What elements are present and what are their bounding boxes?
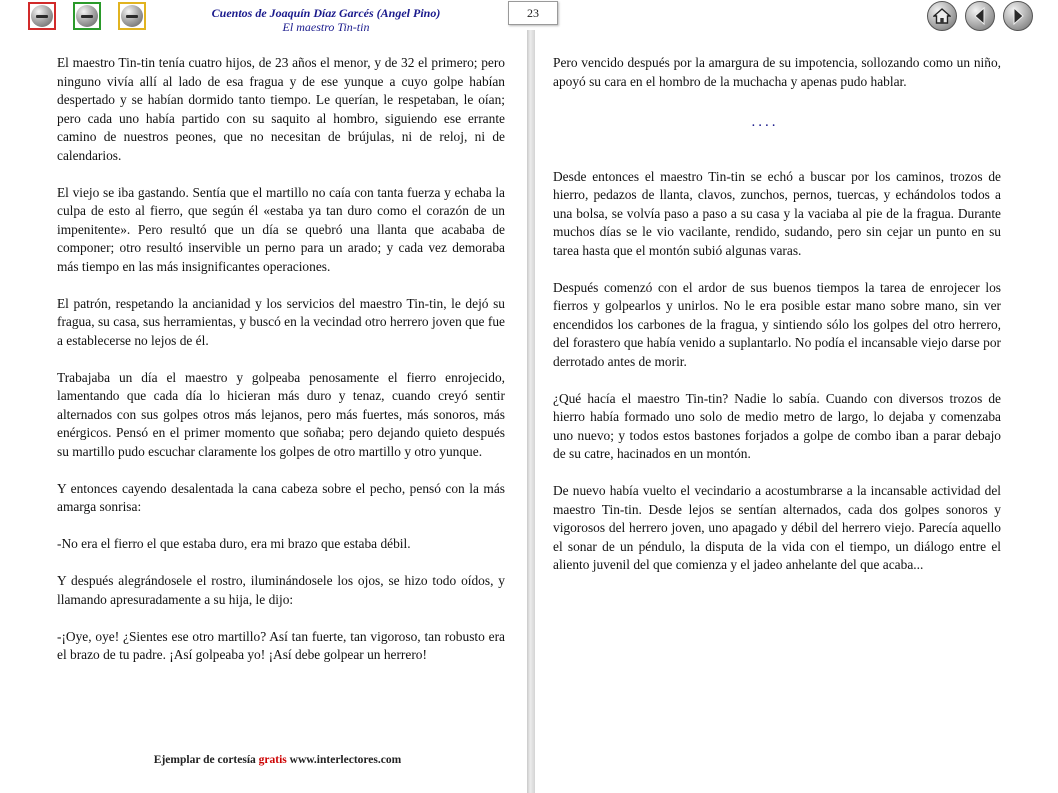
paragraph: Pero vencido después por la amargura de su impotencia, sollozando como un niño, apoyó su cara en el hombro de la muchacha y apenas pudo hablar. [553,55,1001,89]
footer-prefix: Ejemplar de cortesía [153,754,256,766]
right-column [553,54,1001,593]
footer-site-link[interactable]: www.interlectores.com [289,754,402,766]
left-column [57,54,505,683]
section-separator: .... [751,114,779,130]
paragraph: El maestro Tin-tin tenía cuatro hijos, de 23 años el menor, y de 32 el primero; pero ninguno vivía allí al lado de esa fragua y de ese yunque a cuyo golpe habían despertado y se habían dormido tanto tiempo. Le querían, le respetaban, le oían; pero cada uno había partido con su saquito al hombro, siguiendo ese errante camino de nuestros peones, que no necesitan de brújulas, ni de reloj, ni de calendarios. [57,55,505,163]
paragraph: ¿Qué hacía el maestro Tin-tin? Nadie lo sabía. Cuando con diversos trozos de hierro había formado uno solo de medio metro de largo, lo dejaba y comenzaba uno nuevo; y todos estos bastones forjados a golpe de combo iban a parar debajo de su catre, hacinados en un montón. [553,390,1001,461]
paragraph: Y después alegrándosele el rostro, iluminándosele los ojos, se hizo todo oídos, y llamando apresuradamente a su hija, le dijo: [57,573,505,607]
paragraph: Y entonces cayendo desalentada la cana cabeza sobre el pecho, pensó con la más amarga sonrisa: [57,480,505,514]
close-button[interactable] [28,2,56,30]
paragraph: Desde entonces el maestro Tin-tin se echó a buscar por los caminos, trozos de hierro, pedazos de llanta, clavos, zunchos, pernos, tuercas, y echándolos todos a una bolsa, se volvía paso a paso a su casa y la vaciaba al pie de la fragua. Durante muchos días se le vio vacilante, rendido, sudando, pero sin cejar un punto en su tarea hasta que el montón subió algunas varas. [553,168,1001,258]
maximize-button[interactable] [118,2,146,30]
paragraph: -¡Oye, oye! ¿Sientes ese otro martillo? Así tan fuerte, tan vigoroso, tan robusto era el brazo de tu padre. ¡Así golpeaba yo! ¡Así debe golpear un herrero! [57,628,505,662]
next-page-button[interactable] [1003,1,1033,31]
minimize-icon [76,5,98,27]
paragraph: Después comenzó con el ardor de sus buenos tiempos la tarea de enrojecer los fierros y golpearlos y unirlos. No le era posible estar mano sobre mano, sin ver encendidos los carbones de la fragua, y sintiendo sólo los golpes del otro herrero, del forastero que había venido a suplantarlo. No podía el incansable viejo darse por derrotado antes de morir. [553,279,1001,369]
home-icon [933,8,951,24]
paragraph: -No era el fierro el que estaba duro, era mi brazo que estaba débil. [57,536,411,551]
paragraph: De nuevo había vuelto el vecindario a acostumbrarse a la incansable actividad del maestro Tin-tin. Desde lejos se sentían alternados, cada dos golpes sonoros y vigorosos del herrero joven, uno apagado y débil del herrero viejo. Parecía aquello el sonar de un péndulo, la disputa de la vida con el tiempo, un diálogo entre el aliento juvenil del que comienza y el jadeo anhelante del que acaba... [553,483,1001,572]
minimize-button[interactable] [73,2,101,30]
maximize-icon [121,5,143,27]
close-icon [31,5,53,27]
arrow-right-icon [1010,7,1026,25]
story-title: El maestro Tin-tin [282,20,370,34]
arrow-left-icon [972,7,988,25]
previous-page-button[interactable] [965,1,995,31]
page-number: 23 [508,1,558,25]
book-title: Cuentos de Joaquín Díaz Garcés (Angel Pino) [211,6,441,20]
paragraph: Trabajaba un día el maestro y golpeaba penosamente el fierro enrojecido, lamentando que cada día lo hicieran más duro y tenaz, cuando creyó sentir alternados con sus golpes otros más lejanos, pero más fuertes, más sonoros, más enérgicos. Pensó en el primer momento que soñaba; pero dejando quieto después su martillo pudo escuchar claramente los golpes de otro martillo y otro yunque. [57,369,505,459]
paragraph: El viejo se iba gastando. Sentía que el martillo no caía con tanta fuerza y echaba la culpa de esto al fierro, que según él «estaba ya tan duro como el corazón de un impenitente». Pero resultó que un día se quebró una llanta que acababa de componer; otro resultó inservible un perno para un arado; y cada vez demoraba más tiempo en las más insignificantes operaciones. [57,184,505,274]
column-divider [527,30,535,793]
home-button[interactable] [927,1,957,31]
footer [0,754,555,766]
paragraph: El patrón, respetando la ancianidad y los servicios del maestro Tin-tin, le dejó su fragua, su casa, sus herramientas, y buscó en la vecindad otro herrero joven que fue a establecerse no lejos de él. [57,295,505,348]
footer-free: gratis [258,754,287,766]
